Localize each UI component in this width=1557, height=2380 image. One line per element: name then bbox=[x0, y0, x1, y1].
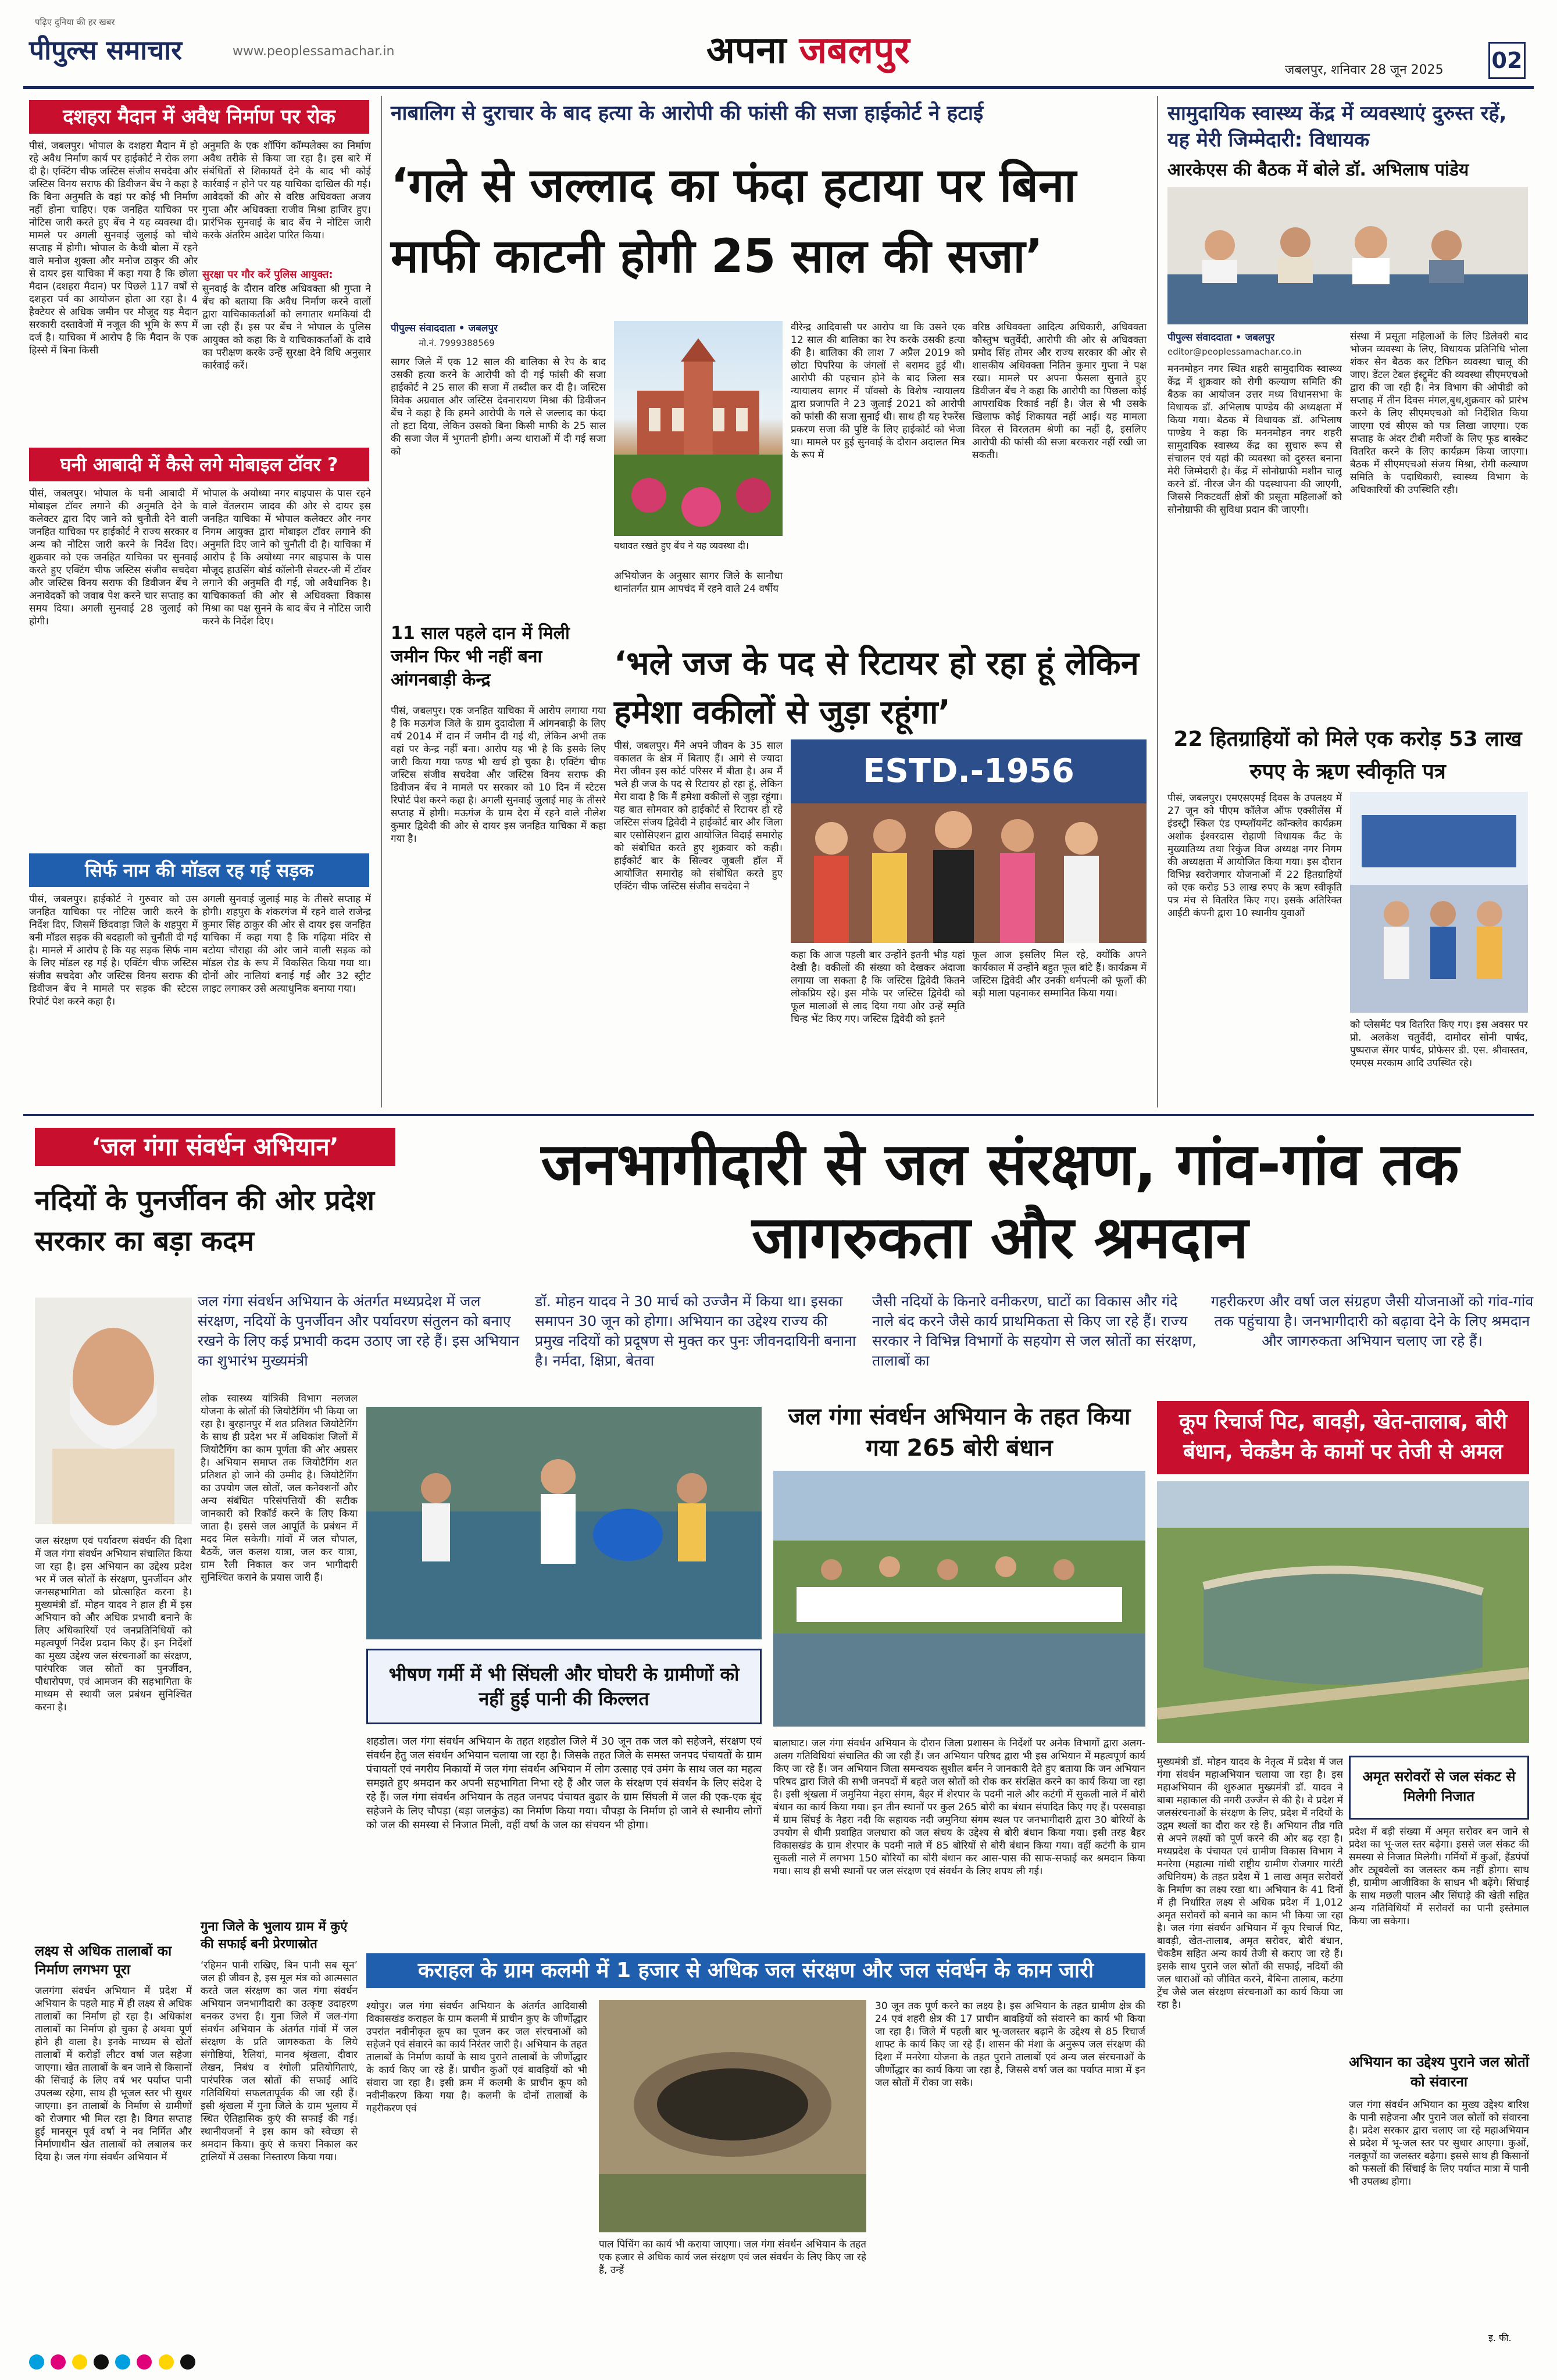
story-title-mobile-tower: घनी आबादी में कैसे लगे मोबाइल टॉवर ? bbox=[29, 448, 369, 481]
health-subheadline: आरकेएस की बैठक में बोले डॉ. अभिलाष पांडेय bbox=[1167, 160, 1469, 180]
kup-story: मुख्यमंत्री डॉ. मोहन यादव के नेतृत्व में प्रदेश में जल गंगा संवर्धन महाअभियान चलाया जा रहा है। इस महाअभियान की शुरुआत मुख्यमंत्री डॉ. यादव ने बाबा महाकाल की नगरी उज्जैन से की है। वे प्रदेश में जलसंरचनाओं के संरक्षण के लिए, प्रदेश में नदियों के उद्गम स्थलों का दौरा कर रहे हैं। अभियान तीव्र गति से अपने लक्ष्यों को पूर्ण करने की ओर बढ़ रहा है। मध्यप्रदेश के पंचायत एवं ग्रामीण विकास विभाग ने मनरेगा (महात्मा गांधी राष्ट्रीय ग्रामीण रोजगार गारंटी अधिनियम) के तहत प्रदेश में 1 लाख अमृत सरोवरों के निर्माण का लक्ष्य रखा था। अभियान के 41 दिनों में ही निर्धारित लक्ष्य से अधिक प्रदेश में 1,012 अमृत सरोवरों को बनाने का काम भी किया जा रहा है। जल गंगा संवर्धन अभियान में कूप रिचार्ज पिट, बावड़ी, खेत-तालाब, अमृत सरोवर, बोरी बंधान, चेकडैम सहित अन्य कार्य तेजी से कराए जा रहे हैं। इसके साथ पुराने जल स्रोतों की सफाई, नदियों की जल धाराओं को जीवित करने, बैबिना तालाब, कटंगा ट्रेंच जैसे जल संरक्षण संरचनाओं का कार्य किया जा रहा है। bbox=[1157, 1756, 1343, 2011]
jal-col2: लोक स्वास्थ्य यांत्रिकी विभाग नलजल योजना के स्रोतों की जियोटैगिंग भी किया जा रहा है। बुरहानपुर में शत प्रतिशत जियोटैगिंग के साथ ही प्रदेश भर में अधिकांश जिलों में जियोटैगिंग का काम पूर्णता की ओर अग्रसर है। अभियान समाप्त तक जियोटैगिंग शत प्रतिशत हो जाने की उम्मीद है। जियोटैगिंग का उपयोग जल स्रोतों, जल कनेक्शनों और अन्य संबंधित परिसंपत्तियों की सटीक जानकारी को रिकॉर्ड करने के लिए किया जाता है। इससे जल आपूर्ति के प्रबंधन में मदद मिल सकेगी। गांवों में जल चौपाल, बैठकें, जल कलश यात्रा, जल कर यात्रा, ग्राम रैली निकाल कर जन भागीदारी सुनिश्चित कराने के प्रयास जारी हैं। bbox=[201, 1393, 358, 1584]
cyan-dot-icon bbox=[29, 2354, 44, 2370]
center-mobile: मो.नं. 7999388569 bbox=[419, 338, 495, 348]
stage-event-icon bbox=[1350, 792, 1528, 1013]
loan-event-photo bbox=[1350, 792, 1528, 1013]
jal-headline: जनभागीदारी से जल संरक्षण, गांव-गांव तक जागरुकता और श्रमदान bbox=[541, 1130, 1459, 1271]
black-dot-icon bbox=[94, 2354, 109, 2370]
page-number: 02 bbox=[1488, 42, 1526, 79]
loan-headline: 22 हितग्राहियों को मिले एक करोड़ 53 लाख रुपए के ऋण स्वीकृति पत्र bbox=[1173, 727, 1522, 784]
center-byline: पीपुल्स संवाददाता • जबलपुर bbox=[391, 323, 498, 334]
reservoir-aerial-icon bbox=[1157, 1481, 1529, 1743]
bori-story: बालाघाट। जल गंगा संवर्धन अभियान के दौरान जिला प्रशासन के निर्देशों पर अनेक विभागों द्वारा अलग-अलग गतिविधियां संचालित की जा रही हैं। जन अभियान परिषद द्वारा भी इस अभियान में महत्वपूर्ण कार्य किए जा रहे हैं। जन अभियान जिला समन्वयक सुशील बर्मन ने जानकारी देते हुए बताया कि जन अभियान परिषद द्वारा जिले की सभी जनपदों में बहते जल स्रोतों को रोक कर संरक्षित करने का कार्य किया जा रहा है। इसी श्रृंखला में जमुनिया नेहरा संगम, बैहर में शेरपार के पदमी नाले और कटंगी में सुकली नाले में बोरी बंधान का कार्य किया गया। इन तीन स्थानों पर कुल 265 बोरी का बंधान संपादित किए गए हैं। परसवाड़ा में ग्राम सिंघई के नैहरा नदी कि सहायक नदी जमुनिया संगम स्थल पर जनभागीदारी द्वारा 30 बोरियों के उपयोग से धीमी प्रवाहित जलधारा को जल संचय के उद्देश्य से बोरी बंधान किया गया। इसी तरह बैहर विकासखंड के ग्राम शेरपार के पदमी नाले में 85 बोरियों से बोरी बंधान किया गया। वहीं कटंगी के ग्राम सुकली नाले में लगभग 150 बोरियों का बोरी बंधान कर आस-पास की साफ-सफाई कर श्रमदान किया गया। साथ ही सभी स्थानों पर जल संरक्षण एवं संवर्धन के लिए शपथ ली गई। bbox=[773, 1738, 1145, 1877]
footer-note: इ. फी. bbox=[1488, 2332, 1512, 2343]
story-model-road-col1: पीसं, जबलपुर। हाईकोर्ट ने गुरुवार को उस जनहित याचिका पर नोटिस जारी करने के निर्देश दिए, जिसमें छिंदवाड़ा जिले के शहपुरा में बनी मॉडल सड़क की बदहाली को चुनौती दी गई है। मामले में आरोप है कि यह सड़क सिर्फ नाम के लिए मॉडल रह गई है। एक्टिंग चीफ जस्टिस संजीव सचदेवा और जस्टिस विनय सराफ की डिवीजन बेंच ने मामले पर सड़क की स्टेटस रिपोर्ट पेश करने कहा है। bbox=[29, 894, 198, 1007]
loan-story-col2: को प्लेसमेंट पत्र वितरित किए गए। इस अवसर पर प्रो. अलकेश चतुर्वेदी, दामोदर सोनी पार्षद, पुष्पराज सेंगर पार्षद, प्रोफेसर डी. एस. श्रीवास्तव, एमएस मरकाम आदि उपस्थित रहे। bbox=[1350, 1019, 1528, 1069]
crowd-icon bbox=[791, 803, 1147, 943]
story-model-road-col2: अगली सुनवाई जुलाई माह के तीसरे सप्ताह में होगी। शहपुरा के शंकरगंज में रहने वाले राजेन्द्र कुमार सिंह ठाकुर की ओर से दायर इस जनहित याचिका में कहा गया है कि गढ़िया मंदिर से बटोया चौराहा की ओर जाने वाली सड़क को मॉडल रोड के रूप में विकसित किया गया था। दोनों ओर नालियां बनाई गई और 32 स्ट्रीट लाइट लगाकर उसे अत्याधुनिक बनाया गया। bbox=[202, 894, 371, 995]
judge-headline: ‘भले जज के पद से रिटायर हो रहा हूं लेकिन हमेशा वकीलों से जुड़ा रहूंगा’ bbox=[614, 645, 1139, 731]
column-divider bbox=[381, 96, 382, 1107]
story-dussehra-subhead: सुरक्षा पर गौर करें पुलिस आयुक्त: bbox=[202, 269, 333, 281]
health-story-col2: संस्था में प्रसूता महिलाओं के लिए डिलेवरी बाद भोजन व्यवस्था के लिए, विधायक प्रतिनिधि भोला शंकर सेन बैठक कर टिफिन व्यवस्था चालू की जाए। डेंटल टेबल इंस्ट्रूमेंट की व्यवस्था सीएमएचओ द्वारा की जा रही है। नेत्र विभाग की ओपीडी को सप्ताह में तीन दिवस मंगल,बुध,शुक्रवार को प्रारंभ करने के लिए सीएमएचओ को निर्देशित किया जाएगा एवं सीएस को पत्र लिखा जाएगा। एक सप्ताह के अंदर टीबी मरीजों के लिए फूड बास्केट वितरित करने के लिए कार्यक्रम किया जाएगा। बैठक में सीएमएचओ संजय मिश्रा, रोगी कल्याण समिति के पदाधिकारी, स्वास्थ्य विभाग के अधिकारियों की उपस्थिति रही। bbox=[1350, 331, 1528, 496]
kalmi-caption: पाल पिचिंग का कार्य भी कराया जाएगा। जल गंगा संवर्धन अभियान के तहत एक हजार से अधिक कार्य जल संरक्षण एवं जल संवर्धन के लिए किए जा रहे हैं, उन्हें bbox=[599, 2239, 866, 2276]
river-crowd-icon bbox=[773, 1471, 1145, 1727]
masthead bbox=[0, 0, 1557, 81]
bori-headline: जल गंगा संवर्धन अभियान के तहत किया गया 265 बोरी बंधान bbox=[788, 1403, 1131, 1461]
masthead-rule bbox=[23, 86, 1534, 89]
judge-story-col3: फूल आज इसलिए मिल रहे, क्योंकि अपने कार्यकाल में उन्होंने बहुत फूल बांटे हैं। कार्यक्रम में जस्टिस द्विवेदी और उनकी धर्मपत्नी को फूलों की बड़ी माला पहनाकर सम्मानित किया गया। bbox=[972, 949, 1147, 999]
magenta-dot-icon bbox=[137, 2354, 152, 2370]
jal-intro-1: जल गंगा संवर्धन अभियान के अंतर्गत मध्यप्रदेश में जल संरक्षण, नदियों के पुनर्जीवन और पर्यावरण संतुलन को बनाए रखने के लिए कई प्रभावी कदम उठाए जा रहे हैं। इस अभियान का शुभारंभ मुख्यमंत्री bbox=[198, 1293, 519, 1369]
center-story-col1: सागर जिले में एक 12 साल की बालिका से रेप के बाद उसकी हत्या करने के आरोपी को दी गई फांसी की सजा हाईकोर्ट ने 25 साल की सजा में तब्दील कर दी है। जस्टिस विवेक अग्रवाल और जस्टिस देवनारायण मिश्रा की डिवीजन बेंच ने कहा है कि हमने आरोपी के गले से जल्लाद का फंदा तो हटा दिया, लेकिन उसको बिना किसी माफी के 25 साल की सजा जेल में भुगतनी होगी। अन्य धाराओं में दी गई सजा को bbox=[391, 356, 606, 458]
yellow-dot-icon bbox=[72, 2354, 87, 2370]
highcourt-building-icon bbox=[614, 321, 783, 536]
chief-minister-photo bbox=[35, 1298, 192, 1524]
health-meeting-photo bbox=[1167, 187, 1528, 324]
story-mobile-tower-col2: भोपाल के अयोध्या नगर बाइपास के पास रहने वाले वेंतलराम जादव की ओर से दायर इस जनहित याचिका में भोपाल कलेक्टर और नगर निगम आयुक्त द्वारा मोबाइल टॉवर लगाने की अनुमति दिए जाने को चुनौती दी है। याचिका में आरोप है कि अयोध्या नगर बाइपास के पास मौजूद हाउसिंग बोर्ड कॉलोनी सेक्टर-जी में टॉवर लगाने की अनुमति दी गई, जो अवैधानिक है। याचिकाकर्ता की ओर से अधिवक्ता विकास मिश्रा का पक्ष सुनने के बाद बेंच ने नोटिस जारी करने के निर्देश दिए। bbox=[202, 488, 371, 627]
section-divider bbox=[23, 1114, 1534, 1116]
jal-col1b: जलगंगा संवर्धन अभियान में प्रदेश में अभियान के पहले माह में ही लक्ष्य से अधिक तालाबों का निर्माण हो रहा है। अधिकांश तालाबों का निर्माण हो चुका है अथवा पूर्ण होने ही वाला है। इनके माध्यम से खेतों तालाबों में करोड़ों लीटर वर्षा जल सहेजा जाएगा। खेत तालाबों के बन जाने से किसानों की सिंचाई के लिए वर्ष भर पर्याप्त पानी उपलब्ध रहेगा, साथ ही भूजल स्तर भी सुधर जाएगा। इन तालाबों के निर्माण से ग्रामीणों को रोजगार भी मिल रहा है। विगत सप्ताह हुई मानसून पूर्व वर्षा ने नव निर्मित और निर्माणाधीन खेत तालाबों को लबालब कर दिया है। जल गंगा संवर्धन अभियान में bbox=[35, 1985, 192, 2163]
amrit-story: प्रदेश में बड़ी संख्या में अमृत सरोवर बन जाने से प्रदेश का भू-जल स्तर बढ़ेगा। इससे जल संकट की समस्या से निजात मिलेगी। गर्मियों में कुओं, हैंडपंपों और ट्यूबवेलों का जलस्तर कम नहीं होगा। साथ ही, ग्रामीण आजीविका के साधन भी बढ़ेंगे। सिंचाई के साथ मछली पालन और सिंघाड़े की खेती सहित अन्य गतिविधियों में सरोवरों का पानी इस्तेमाल किया जा सकेगा। bbox=[1349, 1826, 1529, 1927]
center-story-col4: वरिष्ठ अधिवक्ता आदित्य अधिकारी, अधिवक्ता कौस्तुभ चतुर्वेदी, आरोपी की ओर से अधिवक्ता प्रमोद सिंह तोमर और राज्य सरकार की ओर से शासकीय अधिवक्ता नितिन कुमार गुप्ता ने पक्ष रखा। मामले पर अपना फैसला सुनाते हुए डिवीजन बेंच ने कहा कि आरोपी का पिछला कोई आपराधिक रिकार्ड नहीं है। जेल से भी उसके खिलाफ कोई शिकायत नहीं आई। यह मामला विरल से विरलतम श्रेणी का नहीं है, इसलिए आरोपी की फांसी की सजा बरकरार नहीं रखी जा सकती। bbox=[972, 321, 1147, 461]
judge-story-col1: पीसं, जबलपुर। मैंने अपने जीवन के 35 साल वकालत के क्षेत्र में बिताए हैं। आगे से ज्यादा मेरा जीवन इस कोर्ट परिसर में बीता है। अब मैं भले ही जज के पद से रिटायर हो रहा हूं, लेकिन मेरा वादा है कि मैं हमेशा वकीलों से जुड़ा रहूंगा। यह बात सोमवार को हाईकोर्ट से रिटायर हो रहे जस्टिस संजय द्विवेदी ने हाईकोर्ट बार और जिला बार एसोसिएशन द्वारा आयोजित विदाई समारोह को संबोधित करते हुए शुक्रवार को कही। हाईकोर्ट बार के सिल्वर जुबली हॉल में आयोजित समारोह को संबोधित करते हुए एक्टिंग चीफ जस्टिस संजीव सचदेवा ने bbox=[614, 740, 783, 892]
health-byline: पीपुल्स संवाददाता • जबलपुर bbox=[1167, 332, 1275, 344]
farewell-photo bbox=[791, 739, 1147, 943]
color-registration-bar bbox=[29, 2354, 1528, 2372]
old-well-photo bbox=[599, 2000, 866, 2232]
jal-intro-3: जैसी नदियों के किनारे वनीकरण, घाटों का विकास और गंदे नाले बंद करने जैसे कार्य प्राथमिकता से किए जा रहे हैं। राज्य सरकार ने विभिन्न विभागों के सहयोग से जल स्रोतों का संरक्षण, तालाबों का bbox=[872, 1293, 1197, 1369]
health-headline: सामुदायिक स्वास्थ्य केंद्र में व्यवस्थाएं दुरुस्त रहें, यह मेरी जिम्मेदारी: विधायक bbox=[1167, 102, 1507, 152]
black-dot-icon bbox=[180, 2354, 195, 2370]
kalmi-headline: कराहल के ग्राम कलमी में 1 हजार से अधिक जल संरक्षण और जल संवर्धन के काम जारी bbox=[366, 1953, 1145, 1988]
water-crisis-headline: भीषण गर्मी में भी सिंघली और घोघरी के ग्रामीणों को नहीं हुई पानी की किल्लत bbox=[366, 1649, 762, 1724]
magenta-dot-icon bbox=[51, 2354, 66, 2370]
jal-intro-4: गहरीकरण और वर्षा जल संग्रहण जैसी योजनाओं को गांव-गांव तक पहुंचाया है। जनभागीदारी को बढ़ावा देने के लिए श्रमदान और जागरुकता अभियान चलाए जा रहे हैं। bbox=[1210, 1293, 1534, 1349]
bori-bandhan-photo bbox=[773, 1471, 1145, 1727]
water-crisis-story: शहडोल। जल गंगा संवर्धन अभियान के तहत शहडोल जिले में 30 जून तक जल को सहेजने, संरक्षण एवं संवर्धन हेतु जल संवर्धन अभियान चलाया जा रहा है। जिसके तहत जिले के समस्त जनपद पंचायतों के ग्राम पंचायतों एवं नगरीय निकायों में जल गंगा संवर्धन अभियान में लोग उत्साह एवं उमंग के साथ जल का महत्व समझते हुए श्रमदान कर अपनी सहभागिता निभा रहे हैं और जल के संरक्षण एवं संवर्धन के लिए संदेश दे रहे हैं। जल गंगा संवर्धन अभियान के तहत जनपद पंचायत बुढार के ग्राम सिंघली में जल की एक-एक बूंद सहेजने के लिए चौपड़ा (बड़ा जलकुंड) का निर्माण किया गया। चौपड़ा के निर्माण हो जाने से स्थानीय लोगों को जल की समस्या से निजात मिली, वहीं वर्षा के जल का संचयन भी होगा। bbox=[366, 1735, 762, 1831]
story-title-model-road: सिर्फ नाम की मॉडल रह गई सड़क bbox=[29, 853, 369, 887]
health-email[interactable]: editor@peoplessamachar.co.in bbox=[1167, 346, 1302, 357]
section-title bbox=[706, 23, 910, 74]
loan-story-col1: पीसं, जबलपुर। एमएसएमई दिवस के उपलक्ष्य में 27 जून को पीएम कॉलेज ऑफ एक्सीलेंस में इंडस्ट्री स्किल एंड एम्प्लॉयमेंट कॉन्क्लेव कार्यक्रम अशोक ईश्वरदास रोहाणी विधायक कैंट के मुख्यातिथ्य तथा रिकुंज विज अध्यक्ष नगर निगम की अध्यक्षता में आयोजित किया गया। इस दौरान विभिन्न स्वरोजगार योजनाओं में 22 हितग्राहियों को एक करोड़ 53 लाख रुपए के ऋण स्वीकृति पत्र मंच से वितरित किए गए। इसके अतिरिक्त आईटी कंपनी द्वारा 10 स्थानीय युवाओं bbox=[1167, 792, 1342, 919]
kup-headline: कूप रिचार्ज पिट, बावड़ी, खेत-तालाब, बोरी बंधान, चेकडैम के कामों पर तेजी से अमल bbox=[1157, 1401, 1529, 1474]
health-story-col1: मननमोहन नगर स्थित शहरी सामुदायिक स्वास्थ्य केंद्र में शुक्रवार को रोगी कल्याण समिति की बैठक का आयोजन उत्तर मध्य विधानसभा के विधायक डॉ. अभिलाष पाण्डेय की अध्यक्षता में किया गया। बैठक में विधायक डॉ. अभिलाष पाण्डेय ने कहा कि मननमोहन नगर शहरी सामुदायिक स्वास्थ्य केंद्र का सुचारु रूप से संचालन एवं यहां की व्यवस्था को दुरुस्त बनाना मेरी जिम्मेदारी है। केंद्र में सोनोग्राफी मशीन चालू करने डॉ. नीरज जैन की पदस्थापना की जाएगी, जिससे निकटवर्ती क्षेत्रों की प्रसूता महिलाओं को सोनोग्राफी की सुविधा प्रदान की जाएगी। bbox=[1167, 363, 1342, 516]
story-dussehra-col2b: सुनवाई के दौरान वरिष्ठ अधिवक्ता श्री गुप्ता ने बेंच को बताया कि अवैध निर्माण करने वालों द्वारा याचिकाकर्ताओं को लगातार धमकियां दी जा रही हैं। इस पर बेंच ने भोपाल के पुलिस आयुक्त को कहा कि वे याचिकाकर्ताओं के दावे का परीक्षण करके उन्हें सुरक्षा देने विधि अनुसार कार्रवाई करें। bbox=[202, 283, 371, 371]
logo[interactable]: पीपुल्स समाचार bbox=[29, 34, 183, 66]
well-icon bbox=[599, 2000, 866, 2232]
yellow-dot-icon bbox=[159, 2354, 174, 2370]
amrit-headline: अमृत सरोवरों से जल संकट से मिलेगी निजात bbox=[1349, 1756, 1529, 1820]
kalmi-story-col1: श्योपुर। जल गंगा संवर्धन अभियान के अंतर्गत आदिवासी विकासखंड कराहल के ग्राम कलमी में प्राचीन कुए के जीर्णोद्धार उपरांत नवीनीकृत कूप का पूजन कर जल संरचनाओं को सहेजने एवं संवारने का कार्य निरंतर जारी है। अभियान के तहत तालाबों के निर्माण कार्यों के साथ पुराने तालाबों के जीर्णोद्धार के कार्य किए जा रहे हैं। प्राचीन कुओं एवं बावड़ियों को भी संवारा जा रहा है। इसी क्रम में कलमी के प्राचीन कूप को नवीनीकरण किया गया है। कलमी के दोनों तालाबों के गहरीकरण एवं bbox=[366, 2000, 587, 2114]
column-divider bbox=[1157, 96, 1158, 1107]
center-story-col3: वीरेन्द्र आदिवासी पर आरोप था कि उसने एक 12 साल की बालिका का रेप करके उसकी हत्या की है। बालिका की लाश 7 अप्रैल 2019 को छोटा पिपरिया के जंगलों से बरामद हुई थी। आरोपी की पहचान होने के बाद जिला सत्र न्यायालय सागर में पॉक्सो के विशेष न्यायालय द्वारा प्रजापति ने 23 जुलाई 2021 को आरोपी को फांसी की सजा सुनाई थी। साथ ही यह रेफरेंस प्रकरण सजा की पुष्टि के लिए हाईकोर्ट को भेजा था। मामले पर हुई सुनवाई के दौरान अदालत मित्र के रूप में bbox=[791, 321, 965, 461]
water-people-icon bbox=[366, 1407, 762, 1639]
section-title-a: अपना bbox=[706, 29, 787, 72]
section-title-b: जबलपुर bbox=[799, 29, 910, 72]
highcourt-photo bbox=[614, 321, 783, 536]
judge-story-col2: कहा कि आज पहली बार उन्होंने इतनी भीड़ यहां देखी है। वकीलों की संख्या को देखकर अंदाजा लगाया जा सकता है कि जस्टिस द्विवेदी कितने लोकप्रिय रहे। इस मौके पर जस्टिस द्विवेदी को फूल मालाओं से लाद दिया गया और उन्हें स्मृति चिन्ह भेंट किए गए। जस्टिस द्विवेदी को इतने bbox=[791, 949, 965, 1025]
farewell-banner: ESTD.-1956 bbox=[791, 739, 1147, 803]
story-dussehra-col2: अनुमति के एक शॉपिंग कॉम्पलेक्स का निर्माण अवैध तरीके से किया जा रहा है। इस बारे में संबंधितों से शिकायतें देने के बाद भी कोई कार्रवाई न होने पर यह याचिका दाखिल की गई। आवेदकों की ओर से वरिष्ठ अधिवक्ता अजय गुप्ता और अधिवक्ता राजीव मिश्रा हाजिर हुए। प्रारंभिक सुनवाई के बाद बेंच ने नोटिस जारी करके अंतरिम आदेश पारित किया। bbox=[202, 140, 371, 241]
cyan-dot-icon bbox=[115, 2354, 130, 2370]
anganwadi-headline: 11 साल पहले दान में मिली जमीन फिर भी नहीं बना आंगनबाड़ी केन्द्र bbox=[391, 623, 570, 690]
jal-col2b: ‘रहिमन पानी राखिए, बिन पानी सब सून’ जल ही जीवन है, इस मूल मंत्र को आत्मसात करते जल संरक्षण का जल गंगा संवर्धन अभियान जनभागीदारी का उत्कृष्ट उदाहरण बनकर उभरा है। गुना जिले में जल-गंगा संवर्धन अभियान के अंतर्गत गांवों में जल संरक्षण के प्रति जागरुकता के लिये संगोष्ठियां, रैलियां, मानव श्रृंखला, दीवार लेखन, निबंध व रंगोली प्रतियोगिताएं, पारंपरिक जल स्रोतों की सफाई आदि गतिविधियां सफलतापूर्वक की जा रही हैं। इसी श्रृंखला में गुना जिले के ग्राम भुलाय में स्थित ऐतिहासिक कुएं की सफाई की गई। स्थानीयजनों ने इस काम को स्वेच्छा से श्रमदान किया। कुएं से कचरा निकाल कर ट्रालियों में उसका निस्तारण किया गया। bbox=[201, 1960, 358, 2163]
jal-intro-2: डॉ. मोहन यादव ने 30 मार्च को उज्जैन में किया था। इसका समापन 30 जून को होगा। अभियान का उद्देश्य राज्य की प्रमुख नदियों को प्रदूषण से मुक्त कर पुनः जीवनदायिनी बनाना है। नर्मदा, क्षिप्रा, बेतवा bbox=[535, 1293, 856, 1369]
center-kicker: नाबालिग से दुराचार के बाद हत्या के आरोपी की फांसी की सजा हाईकोर्ट ने हटाई bbox=[391, 102, 984, 125]
center-headline: ‘गले से जल्लाद का फंदा हटाया पर बिना माफी काटनी होगी 25 साल की सजा’ bbox=[391, 158, 1076, 283]
jal-side-title: नदियों के पुनर्जीवन की ओर प्रदेश सरकार का बड़ा कदम bbox=[35, 1184, 375, 1257]
pond-workers-photo bbox=[366, 1407, 762, 1639]
jal-col2-subhead: गुना जिले के भुलाय ग्राम में कुएं की सफाई बनी प्रेरणास्रोत bbox=[201, 1920, 348, 1952]
meeting-icon bbox=[1167, 187, 1528, 324]
uddesh-headline: अभियान का उद्देश्य पुराने जल स्रोतों को संवारना bbox=[1349, 2054, 1529, 2090]
portrait-icon bbox=[35, 1298, 192, 1524]
story-title-dussehra: दशहरा मैदान में अवैध निर्माण पर रोक bbox=[29, 100, 369, 134]
jal-col1: जल संरक्षण एवं पर्यावरण संवर्धन की दिशा में जल गंगा संवर्धन अभियान संचालित किया जा रहा है। इस अभियान का उद्देश्य प्रदेश भर में जल स्रोतों के संरक्षण, पुनर्जीवन और जनसहभागिता को प्रोत्साहित करना है। मुख्यमंत्री डॉ. मोहन यादव ने हाल ही में इस अभियान को और अधिक प्रभावी बनाने के लिए अधिकारियों एवं जनप्रतिनिधियों को महत्वपूर्ण निर्देश प्रदान किए हैं। इन निर्देशों का मुख्य उद्देश्य जल संरचनाओं का संरक्षण, पारंपरिक जल स्रोतों का पुनर्जीवन, पौधारोपण, एवं आमजन की सहभागिता के माध्यम से स्थायी जल प्रबंधन सुनिश्चित करना है। bbox=[35, 1535, 192, 1713]
center-story-col2b: अभियोजन के अनुसार सागर जिले के सानौधा थानांतर्गत ग्राम आपचंद में रहने वाले 24 वर्षीय bbox=[614, 570, 783, 595]
kalmi-story-col2: 30 जून तक पूर्ण करने का लक्ष्य है। इस अभियान के तहत ग्रामीण क्षेत्र की 24 एवं शहरी क्षेत्र की 17 प्राचीन बावड़ियों को संवारने का कार्य भी किया जा रहा है। जिले में पहली बार भू-जलस्तर बढ़ाने के उद्देश्य से 85 रिचार्ज शाफ्ट के कार्य किए जा रहे हैं। शासन की मंशा के अनुरूप जल संरक्षण की दिशा में मनरेगा योजना के तहत पुराने तालाबों एवं अन्य जल संरचनाओं के जीर्णोद्धार का कार्य किया जा रहा है, जिससे वर्षा जल का पर्याप्त मात्रा में इन जल स्रोतों में रोका जा सके। bbox=[875, 2000, 1145, 2089]
center-story-caption: यथावत रखते हुए बेंच ने यह व्यवस्था दी। bbox=[614, 540, 749, 551]
uddesh-story: जल गंगा संवर्धन अभियान का मुख्य उद्देश्य बारिश के पानी सहेजना और पुराने जल स्रोतों को संवारना है। प्रदेश सरकार द्वारा चलाए जा रहे महाअभियान से प्रदेश में भू-जल स्तर पर सुधार आएगा। कुओं, नलकूपों का जलस्तर बढ़ेगा। इससे साथ ही किसानों को फसलों की सिंचाई के लिए पर्याप्त मात्रा में पानी भी उपलब्ध होगा। bbox=[1349, 2099, 1529, 2188]
jal-col1-subhead: लक्ष्य से अधिक तालाबों का निर्माण लगभग पूरा bbox=[35, 1943, 172, 1978]
jal-ganga-tag: ‘जल गंगा संवर्धन अभियान’ bbox=[35, 1128, 395, 1166]
website-url[interactable]: www.peoplessamachar.in bbox=[233, 44, 395, 59]
story-dussehra-col1: पीसं, जबलपुर। भोपाल के दशहरा मैदान में हो रहे अवैध निर्माण कार्य पर हाईकोर्ट ने रोक लगा दी है। एक्टिंग चीफ जस्टिस संजीव सचदेवा और जस्टिस विनय सराफ की डिवीजन बेंच ने कहा है कि बिना अनुमति के वहां पर कोई भी निर्माण नहीं होना चाहिए। एक जनहित याचिका पर नोटिस जारी करते हुए बेंच ने यह व्यवस्था दी। मामले पर अगली सुनवाई जुलाई को चौथे सप्ताह में होगी। भोपाल के कैथी बोला में रहने वाले मनोज शुक्ला और मनोज ठाकुर की ओर से दायर इस याचिका में कहा गया है कि छोला मैदान (दशहरा मैदान) पर पिछले 117 वर्षों से दशहरा पर्व का आयोजन होता आ रहा है। 4 हैक्टेयर से अधिक जमीन पर मौजूद यह मैदान सरकारी दस्तावेजों में नजूल की भूमि के रूप में दर्ज है। याचिका में आरोप है कि मैदान के एक हिस्से में बिना किसी bbox=[29, 140, 198, 356]
issue-date: जबलपुर, शनिवार 28 जून 2025 bbox=[1285, 63, 1444, 77]
amrit-sarovar-photo bbox=[1157, 1481, 1529, 1743]
anganwadi-story: पीसं, जबलपुर। एक जनहित याचिका में आरोप लगाया गया है कि मऊगंज जिले के ग्राम दुदादोला में आंगनबाड़ी के लिए वर्ष 2014 में दान में जमीन दी गई थी, लेकिन अभी तक वहां पर केन्द्र नहीं बना। आरोप यह भी है कि इसके लिए जारी किया गया फण्ड भी खर्च हो चुका है। एक्टिंग चीफ जस्टिस संजीव सचदेवा और जस्टिस विनय सराफ की डिवीजन बेंच ने मामले पर सरकार को 10 दिन में स्टेटस रिपोर्ट पेश करने कहा है। अगली सुनवाई जुलाई माह के तीसरे सप्ताह में होगी। मऊगंज के ग्राम देरा में रहने वाले नीलेश कुमार द्विवेदी की ओर से दायर इस जनहित याचिका में कहा गया है। bbox=[391, 705, 606, 845]
intro-text-block bbox=[198, 1292, 1535, 1373]
story-mobile-tower-col1: पीसं, जबलपुर। भोपाल के घनी आबादी में मोबाइल टॉवर लगाने की अनुमति देने के कलेक्टर द्वारा दिए जाने को चुनौती देने वाली जनहित याचिका पर हाईकोर्ट ने राज्य सरकार व अन्य को नोटिस जारी करने के निर्देश दिए। शुक्रवार को एक जनहित याचिका पर सुनवाई करते हुए एक्टिंग चीफ जस्टिस संजीव सचदेवा और जस्टिस विनय सराफ की डिवीजन बेंच ने अनावेदकों को जवाब पेश करने चार सप्ताह का समय दिया। अगली सुनवाई 28 जुलाई को होगी। bbox=[29, 488, 198, 627]
logo-tagline: पढ़िए दुनिया की हर खबर bbox=[35, 17, 115, 27]
